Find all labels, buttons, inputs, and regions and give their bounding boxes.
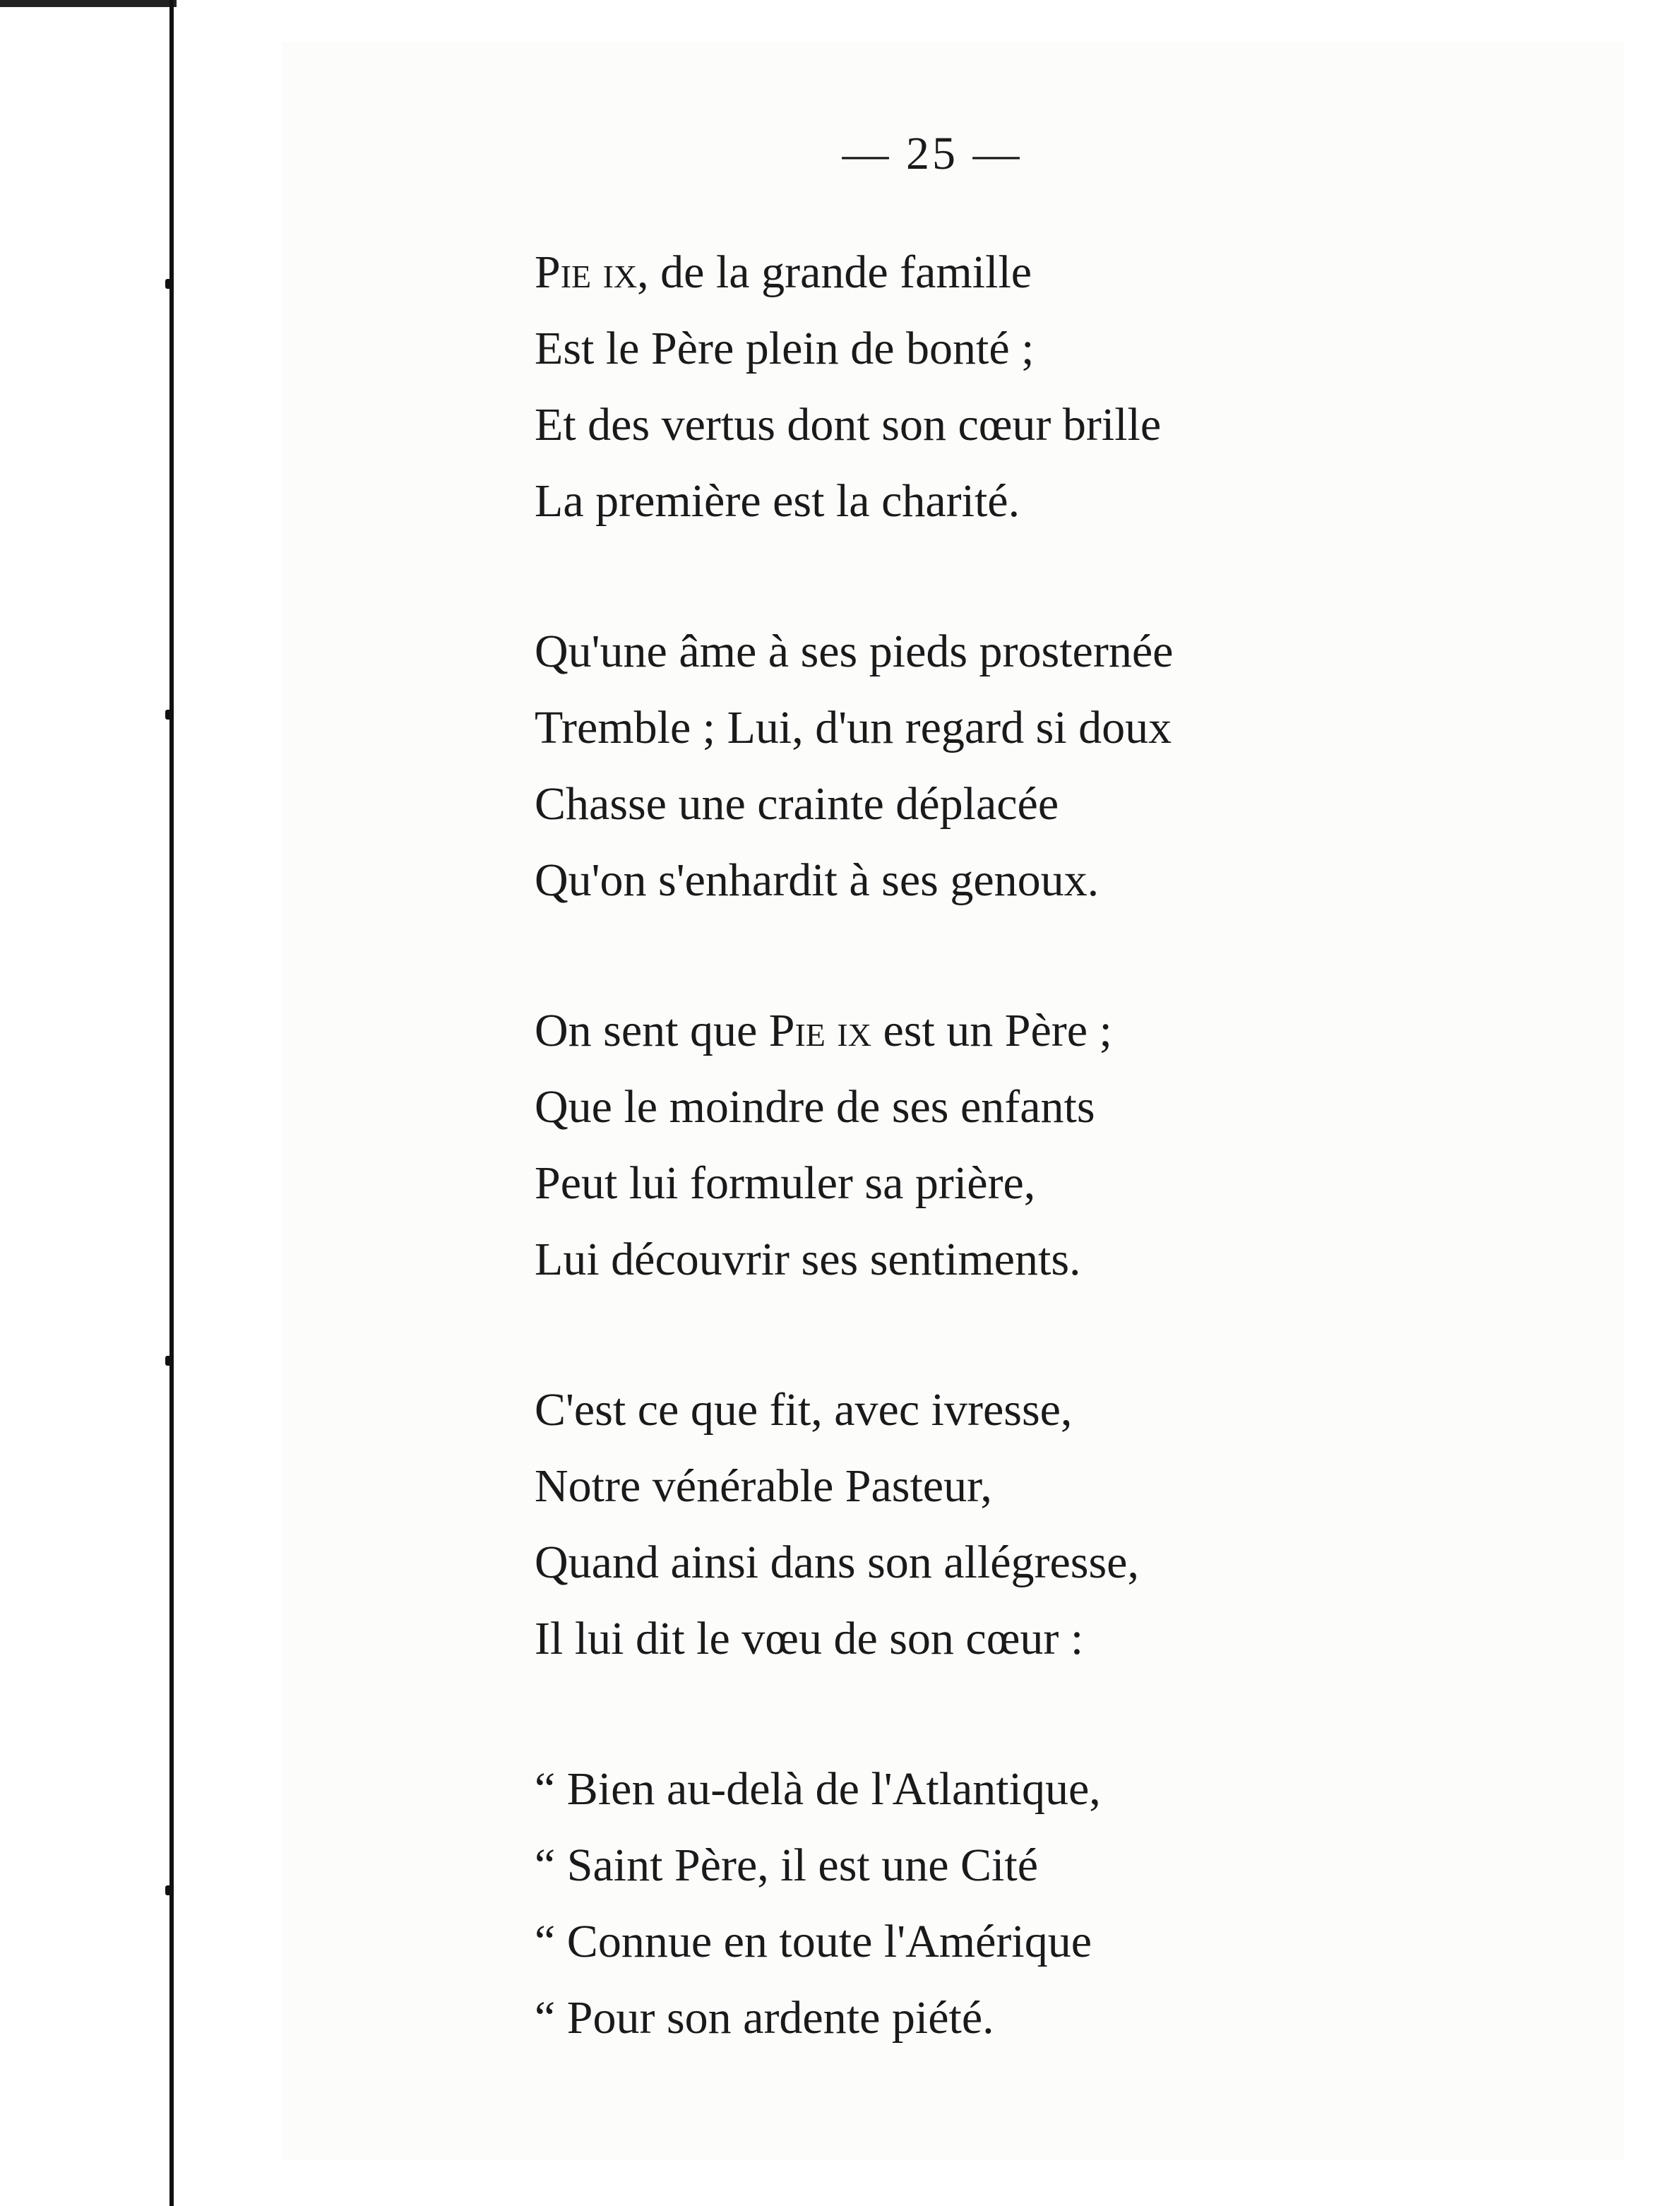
small-caps-name: Pie ix — [535, 246, 638, 298]
verse-line: “ Saint Père, il est une Cité — [535, 1840, 1039, 1891]
verse-line: “ Connue en toute l'Amérique — [535, 1916, 1092, 1967]
verse-line: Qu'on s'enhardit à ses genoux. — [535, 854, 1100, 906]
scan-gutter — [0, 0, 169, 2206]
small-caps-name: Pie ix — [768, 1005, 871, 1056]
spine-stitch-mark — [165, 1356, 172, 1366]
stanza-3 — [535, 993, 1453, 1298]
verse-line: Notre vénérable Pasteur, — [535, 1460, 992, 1512]
stanza-4 — [535, 1372, 1453, 1677]
verse-line: Et des vertus dont son cœur brille — [535, 399, 1162, 451]
verse-line: Pie ix, de la grande famille — [535, 246, 1032, 298]
verse-line: Est le Père plein de bonté ; — [535, 323, 1035, 374]
verse-line: On sent que Pie ix est un Père ; — [535, 1005, 1112, 1056]
stanza-5 — [535, 1751, 1453, 2056]
verse-line: C'est ce que fit, avec ivresse, — [535, 1384, 1073, 1436]
stanza-1 — [535, 234, 1453, 539]
scan-top-edge — [0, 0, 177, 7]
verse-line: “ Bien au-delà de l'Atlantique, — [535, 1763, 1101, 1815]
stanza-2 — [535, 614, 1453, 919]
verse-line: “ Pour son ardente piété. — [535, 1992, 994, 2044]
page-number: — 25 — — [842, 128, 1023, 179]
spine-stitch-mark — [165, 279, 172, 289]
verse-line: Lui découvrir ses sentiments. — [535, 1234, 1081, 1285]
verse-line: Que le moindre de ses enfants — [535, 1081, 1095, 1133]
verse-line: Peut lui formuler sa prière, — [535, 1157, 1036, 1209]
verse-line: Chasse une crainte déplacée — [535, 778, 1059, 830]
verse-line: Tremble ; Lui, d'un regard si doux — [535, 702, 1172, 753]
spine-stitch-mark — [165, 1885, 172, 1895]
spine-stitch-mark — [165, 710, 172, 720]
verse-line: La première est la charité. — [535, 475, 1020, 527]
book-spine-line — [169, 0, 174, 2206]
verse-line: Il lui dit le vœu de son cœur : — [535, 1613, 1084, 1664]
poem — [535, 234, 1453, 2130]
verse-line: Quand ainsi dans son allégresse, — [535, 1537, 1139, 1588]
verse-line: Qu'une âme à ses pieds prosternée — [535, 626, 1174, 677]
